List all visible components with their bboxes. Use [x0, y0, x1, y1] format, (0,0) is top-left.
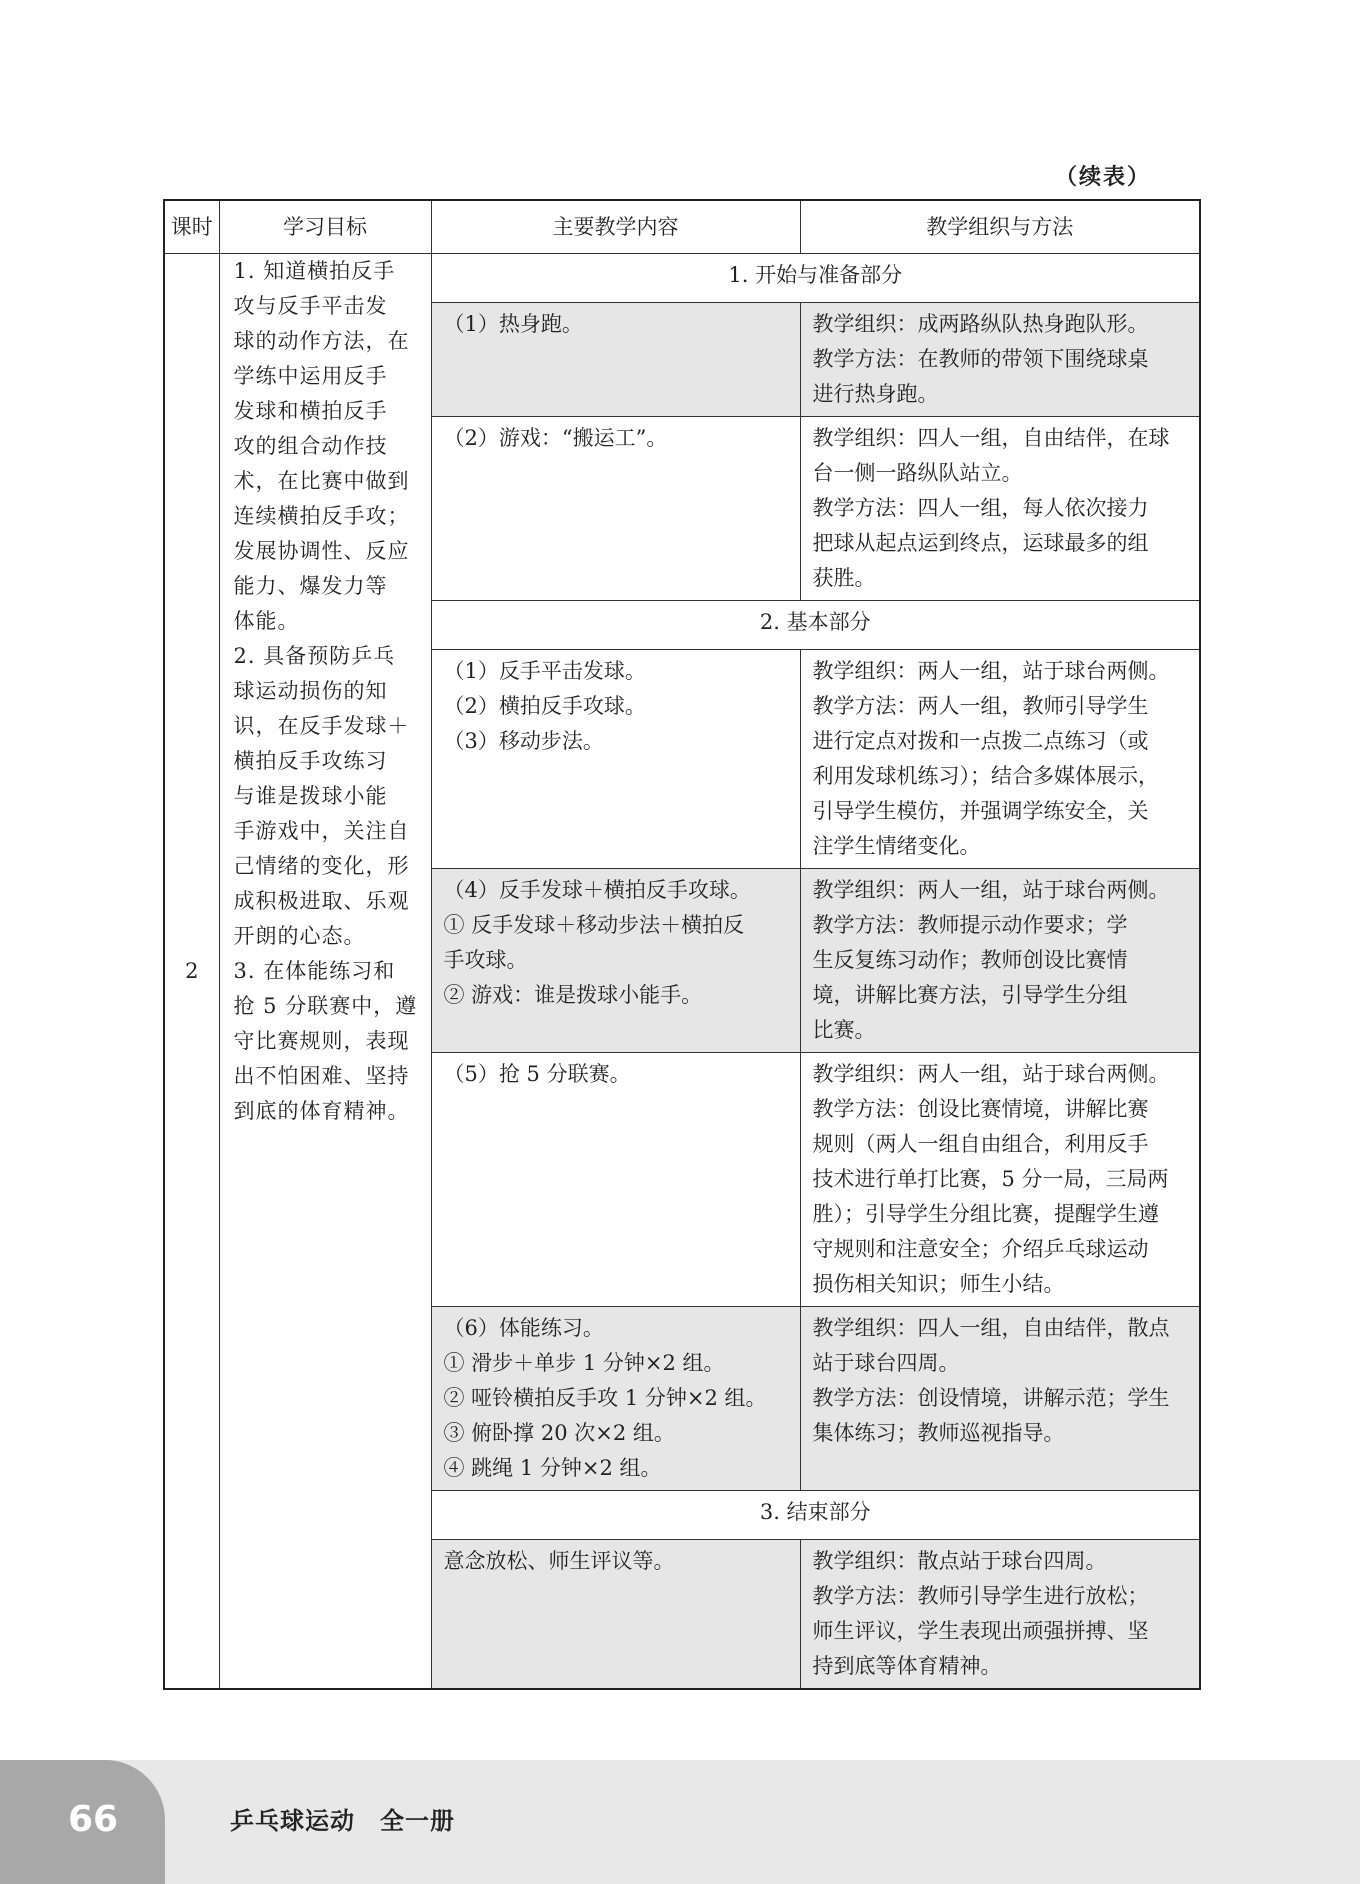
cell-line: 胜）；引导学生分组比赛，提醒学生遵	[812, 1202, 1159, 1226]
header-row	[164, 200, 1200, 254]
cell-line: 教学组织：两人一组，站于球台两侧。	[812, 659, 1170, 683]
method-cell	[800, 1540, 1200, 1690]
cell-line: 发球和横拍反手	[233, 399, 388, 423]
cell-line: 损伤相关知识；师生小结。	[812, 1272, 1065, 1296]
cell-line: （5）抢 5 分联赛。	[443, 1062, 631, 1086]
cell-line: 手攻球。	[443, 948, 528, 972]
section-row	[164, 254, 1200, 303]
cell-line: 教学方法：教师引导学生进行放松；	[812, 1584, 1149, 1608]
cell-line: 1. 知道横拍反手	[233, 259, 396, 283]
cell-line: 开朗的心态。	[233, 924, 366, 948]
learning-goals	[219, 254, 431, 1690]
cell-line: 教学组织：散点站于球台四周。	[812, 1549, 1107, 1573]
cell-line: 2. 具备预防乒乓	[233, 644, 396, 668]
cell-line: 台一侧一路纵队站立。	[812, 461, 1023, 485]
cell-line: 3. 在体能练习和	[233, 959, 396, 983]
book-title: 乒乓球运动 全一册	[230, 1807, 455, 1835]
cell-line: 学练中运用反手	[233, 364, 388, 388]
cell-line: 意念放松、师生评议等。	[443, 1549, 675, 1573]
cell-line: 注学生情绪变化。	[812, 834, 981, 858]
method-cell	[800, 417, 1200, 601]
cell-line: 术，在比赛中做到	[233, 469, 410, 493]
cell-line: 引导学生模仿，并强调学练安全，关	[812, 799, 1149, 823]
cell-line: 站于球台四周。	[812, 1351, 960, 1375]
cell-line: 己情绪的变化，形	[233, 854, 410, 878]
header-method: 教学组织与方法	[800, 200, 1200, 254]
header-lesson: 课时	[164, 200, 219, 254]
method-cell	[800, 1307, 1200, 1491]
page-footer	[0, 1760, 1360, 1884]
cell-line: 攻的组合动作技	[233, 434, 388, 458]
cell-line: 获胜。	[812, 566, 876, 590]
cell-line: 教学组织：两人一组，站于球台两侧。	[812, 878, 1170, 902]
method-cell	[800, 1053, 1200, 1307]
section-title: 2. 基本部分	[431, 601, 1200, 650]
header-goals: 学习目标	[219, 200, 431, 254]
content-cell	[431, 869, 800, 1053]
cell-line: 到底的体育精神。	[233, 1099, 410, 1123]
lesson-number: 2	[164, 254, 219, 1690]
header-content: 主要教学内容	[431, 200, 800, 254]
cell-line: 教学组织：四人一组，自由结伴，在球	[812, 426, 1170, 450]
cell-line: 生反复练习动作；教师创设比赛情	[812, 948, 1128, 972]
cell-line: （2）横拍反手攻球。	[443, 694, 646, 718]
cell-line: 出不怕困难、坚持	[233, 1064, 410, 1088]
cell-line: 连续横拍反手攻；	[233, 504, 410, 528]
method-cell	[800, 303, 1200, 417]
cell-line: 发展协调性、反应	[233, 539, 410, 563]
cell-line: 守规则和注意安全；介绍乒乓球运动	[812, 1237, 1149, 1261]
cell-line: ② 游戏：谁是拨球小能手。	[443, 983, 703, 1007]
cell-line: 成积极进取、乐观	[233, 889, 410, 913]
cell-line: 教学方法：两人一组，教师引导学生	[812, 694, 1149, 718]
section-title: 3. 结束部分	[431, 1491, 1200, 1540]
cell-line: （2）游戏：“搬运工”。	[443, 426, 668, 450]
method-cell	[800, 869, 1200, 1053]
cell-line: 教学方法：四人一组，每人依次接力	[812, 496, 1149, 520]
cell-line: ① 滑步＋单步 1 分钟×2 组。	[443, 1351, 725, 1375]
cell-line: 球的动作方法，在	[233, 329, 410, 353]
method-cell	[800, 650, 1200, 869]
cell-line: （1）热身跑。	[443, 312, 583, 336]
cell-line: 守比赛规则，表现	[233, 1029, 410, 1053]
content-cell	[431, 417, 800, 601]
cell-line: 利用发球机练习）；结合多媒体展示，	[812, 764, 1159, 788]
section-title: 1. 开始与准备部分	[431, 254, 1200, 303]
cell-line: 攻与反手平击发	[233, 294, 388, 318]
cell-line: 教学组织：四人一组，自由结伴，散点	[812, 1316, 1170, 1340]
cell-line: 师生评议，学生表现出顽强拼搏、坚	[812, 1619, 1149, 1643]
cell-line: 能力、爆发力等	[233, 574, 388, 598]
content-cell	[431, 650, 800, 869]
page-number: 66	[68, 1799, 119, 1840]
continued-label: （续表）	[1054, 165, 1151, 190]
cell-line: ① 反手发球＋移动步法＋横拍反	[443, 913, 745, 937]
cell-line: 教学组织：成两路纵队热身跑队形。	[812, 312, 1149, 336]
cell-line: 进行定点对拨和一点拨二点练习（或	[812, 729, 1149, 753]
cell-line: 体能。	[233, 609, 300, 633]
cell-line: 横拍反手攻练习	[233, 749, 388, 773]
cell-line: 球运动损伤的知	[233, 679, 388, 703]
cell-line: 手游戏中，关注自	[233, 819, 410, 843]
cell-line: 抢 5 分联赛中，遵	[233, 994, 418, 1018]
cell-line: （4）反手发球＋横拍反手攻球。	[443, 878, 751, 902]
lesson-plan-table	[163, 199, 1201, 1690]
cell-line: 规则（两人一组自由组合，利用反手	[812, 1132, 1149, 1156]
cell-line: （1）反手平击发球。	[443, 659, 646, 683]
cell-line: 境，讲解比赛方法，引导学生分组	[812, 983, 1128, 1007]
cell-line: 持到底等体育精神。	[812, 1654, 1002, 1678]
cell-line: 教学组织：两人一组，站于球台两侧。	[812, 1062, 1170, 1086]
content-cell	[431, 1307, 800, 1491]
cell-line: （3）移动步法。	[443, 729, 604, 753]
cell-line: 把球从起点运到终点，运球最多的组	[812, 531, 1149, 555]
cell-line: 技术进行单打比赛，5 分一局，三局两	[812, 1167, 1169, 1191]
cell-line: 教学方法：在教师的带领下围绕球桌	[812, 347, 1149, 371]
content-cell	[431, 303, 800, 417]
cell-line: 教学方法：创设比赛情境，讲解比赛	[812, 1097, 1149, 1121]
content-cell	[431, 1540, 800, 1690]
cell-line: （6）体能练习。	[443, 1316, 604, 1340]
cell-line: 集体练习；教师巡视指导。	[812, 1421, 1065, 1445]
cell-line: 教学方法：教师提示动作要求；学	[812, 913, 1128, 937]
cell-line: ④ 跳绳 1 分钟×2 组。	[443, 1456, 662, 1480]
cell-line: ② 哑铃横拍反手攻 1 分钟×2 组。	[443, 1386, 767, 1410]
cell-line: 教学方法：创设情境，讲解示范；学生	[812, 1386, 1170, 1410]
cell-line: 与谁是拨球小能	[233, 784, 388, 808]
cell-line: 识，在反手发球＋	[233, 714, 410, 738]
cell-line: ③ 俯卧撑 20 次×2 组。	[443, 1421, 675, 1445]
content-cell	[431, 1053, 800, 1307]
cell-line: 比赛。	[812, 1018, 876, 1042]
cell-line: 进行热身跑。	[812, 382, 939, 406]
